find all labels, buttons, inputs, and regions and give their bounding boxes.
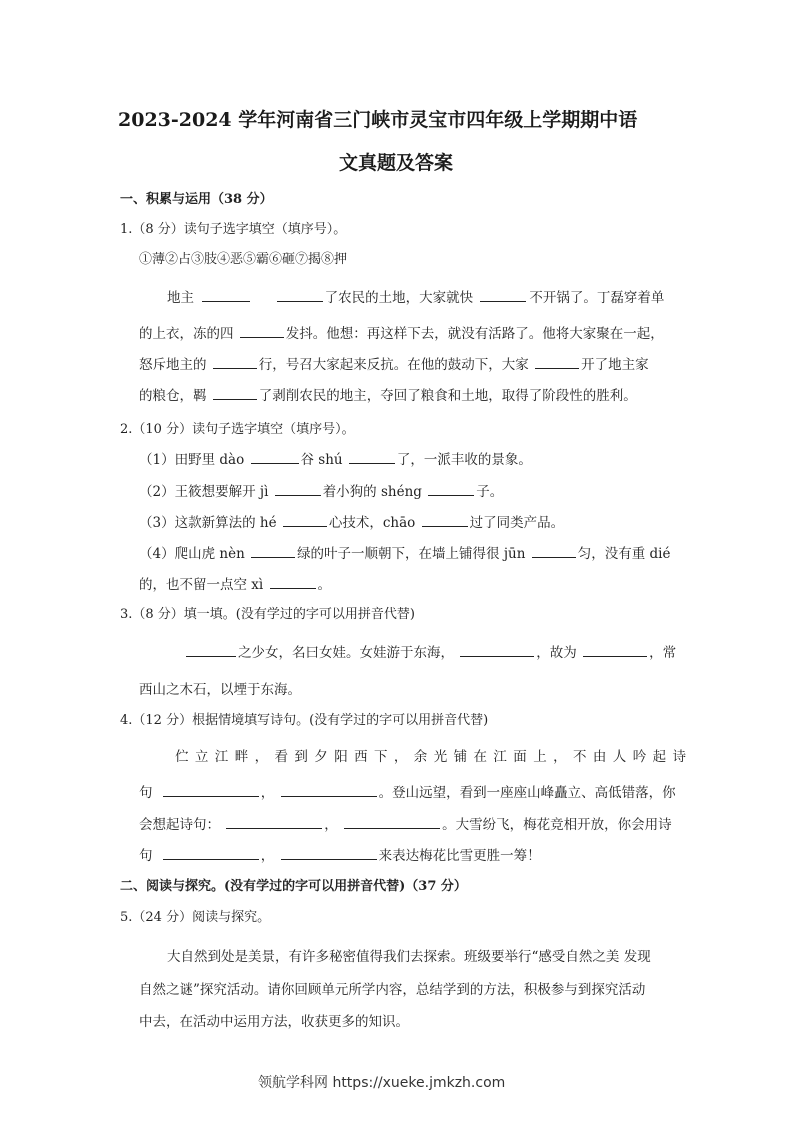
q2-text: 匀，没有重 dié	[577, 546, 671, 562]
answer-blank[interactable]	[251, 543, 295, 558]
q2-text: 绿的叶子一顺朝下，在墙上铺得很 jūn	[297, 546, 526, 562]
q5-paragraph-line1: 大自然到处是美景，有许多秘密值得我们去探索。班级要举行“感受自然之美 发现	[167, 949, 651, 965]
q3-text: 之少女，名曰女娃。女娃游于东海，	[238, 645, 454, 661]
answer-blank[interactable]	[226, 814, 322, 829]
q3-text: ，常	[649, 645, 677, 661]
q3-prompt: 3.（8 分）填一填。(没有学过的字可以用拼音代替)	[120, 607, 415, 622]
answer-blank[interactable]	[422, 512, 468, 527]
q4-text: ，	[260, 848, 275, 864]
q4-text: 来表达梅花比雪更胜一筹！	[378, 848, 541, 864]
q4-text: 句	[139, 785, 153, 801]
q1-text: 了剥削农民的地主，夺回了粮食和土地，取得了阶段性的胜利。	[258, 388, 637, 404]
q2-prompt: 2.（10 分）读句子选字填空（填序号）。	[120, 422, 355, 437]
answer-blank[interactable]	[277, 287, 323, 302]
answer-blank[interactable]	[202, 287, 250, 302]
q2-item-3	[139, 511, 564, 531]
q3-line2: 西山之木石，以堙于东海。	[139, 682, 301, 698]
q3-line1	[186, 641, 676, 661]
q2-text: 子。	[476, 484, 504, 500]
q2-text: （1）田野里 dào	[139, 452, 245, 468]
answer-blank[interactable]	[275, 481, 321, 496]
q2-text: （3）这款新算法的 hé	[139, 515, 277, 531]
q2-item-4	[139, 542, 670, 562]
q1-line3	[139, 353, 649, 373]
q1-text: 的粮仓，羁	[139, 388, 207, 404]
document-title-line1: 2023-2024 学年河南省三门峡市灵宝市四年级上学期期中语	[118, 109, 638, 131]
answer-blank[interactable]	[583, 642, 647, 657]
q5-paragraph-line3: 中去，在活动中运用方法，收获更多的知识。	[139, 1014, 409, 1030]
q2-text: 过了同类产品。	[469, 515, 565, 531]
q2-text: 着小狗的 shéng	[322, 484, 422, 500]
q4-prompt: 4.（12 分）根据情境填写诗句。(没有学过的字可以用拼音代替)	[120, 713, 489, 728]
q1-text: 不开锅了。丁磊穿着单	[529, 290, 665, 306]
answer-blank[interactable]	[240, 323, 284, 338]
q1-line1	[167, 286, 664, 306]
document-title-line2: 文真题及答案	[339, 152, 454, 174]
answer-blank[interactable]	[480, 287, 526, 302]
answer-blank[interactable]	[213, 354, 257, 369]
answer-blank[interactable]	[535, 354, 579, 369]
q1-text: 发抖。他想：再这样下去，就没有活路了。他将大家聚在一起，	[285, 326, 664, 342]
answer-blank[interactable]	[532, 543, 576, 558]
q1-text: 行，号召大家起来反抗。在他的鼓动下，大家	[258, 357, 529, 373]
q2-item-4-cont	[139, 573, 331, 593]
q2-text: 了，一派丰收的景象。	[396, 452, 532, 468]
q2-text: 。	[317, 577, 332, 593]
q1-text: 的上衣，冻的四	[139, 326, 234, 342]
q2-text: （4）爬山虎 nèn	[139, 546, 245, 562]
answer-blank[interactable]	[270, 574, 316, 589]
q2-item-2	[139, 480, 503, 500]
q5-prompt: 5.（24 分）阅读与探究。	[120, 910, 271, 925]
q2-text: 心技术，chāo	[328, 515, 416, 531]
q1-prompt: 1.（8 分）读句子选字填空（填序号）。	[120, 222, 347, 237]
q2-text: （2）王筱想要解开 jì	[139, 484, 269, 500]
q1-text: 怒斥地主的	[139, 357, 207, 373]
section-2-heading: 二、阅读与探究。(没有学过的字可以用拼音代替)（37 分）	[120, 879, 467, 894]
q2-text: 的，也不留一点空 xì	[139, 577, 264, 593]
footer-watermark: 领航学科网 https://xueke.jmkzh.com	[258, 1075, 506, 1091]
answer-blank[interactable]	[213, 385, 257, 400]
q2-text: 谷 shú	[300, 452, 343, 468]
q4-text: ，	[260, 785, 275, 801]
answer-blank[interactable]	[344, 814, 440, 829]
q4-text: ，	[324, 817, 338, 833]
section-1-heading: 一、积累与运用（38 分）	[120, 192, 273, 207]
answer-blank[interactable]	[186, 642, 236, 657]
q1-options: ①薄②占③肢④恶⑤霸⑥砸⑦揭⑧押	[139, 252, 348, 267]
answer-blank[interactable]	[281, 845, 377, 860]
answer-blank[interactable]	[251, 449, 299, 464]
answer-blank[interactable]	[428, 481, 474, 496]
answer-blank[interactable]	[460, 642, 534, 657]
q4-text: 。登山远望，看到一座座山峰矗立、高低错落，你	[378, 785, 676, 801]
answer-blank[interactable]	[283, 512, 327, 527]
q1-line4	[139, 384, 637, 404]
q4-line1: 伫立江畔，看到夕阳西下，余光铺在江面上，不由人吟起诗	[175, 749, 693, 765]
q1-line2	[139, 322, 664, 342]
q4-text: 句	[139, 848, 153, 864]
q1-text: 开了地主家	[581, 357, 649, 373]
q3-text: ，故为	[536, 645, 577, 661]
answer-blank[interactable]	[163, 845, 259, 860]
q2-item-1	[139, 448, 532, 468]
q1-text: 了农民的土地，大家就快	[324, 290, 474, 306]
q4-text: 会想起诗句：	[139, 817, 220, 833]
answer-blank[interactable]	[281, 782, 377, 797]
q4-line2	[139, 781, 676, 801]
q5-paragraph-line2: 自然之谜”探究活动。请你回顾单元所学内容，总结学到的方法，积极参与到探究活动	[139, 982, 646, 998]
q4-text: 。大雪纷飞，梅花竞相开放，你会用诗	[442, 817, 672, 833]
q1-text: 地主	[167, 290, 194, 306]
answer-blank[interactable]	[163, 782, 259, 797]
q4-line3	[139, 813, 672, 833]
answer-blank[interactable]	[349, 449, 395, 464]
q4-line4	[139, 844, 541, 864]
